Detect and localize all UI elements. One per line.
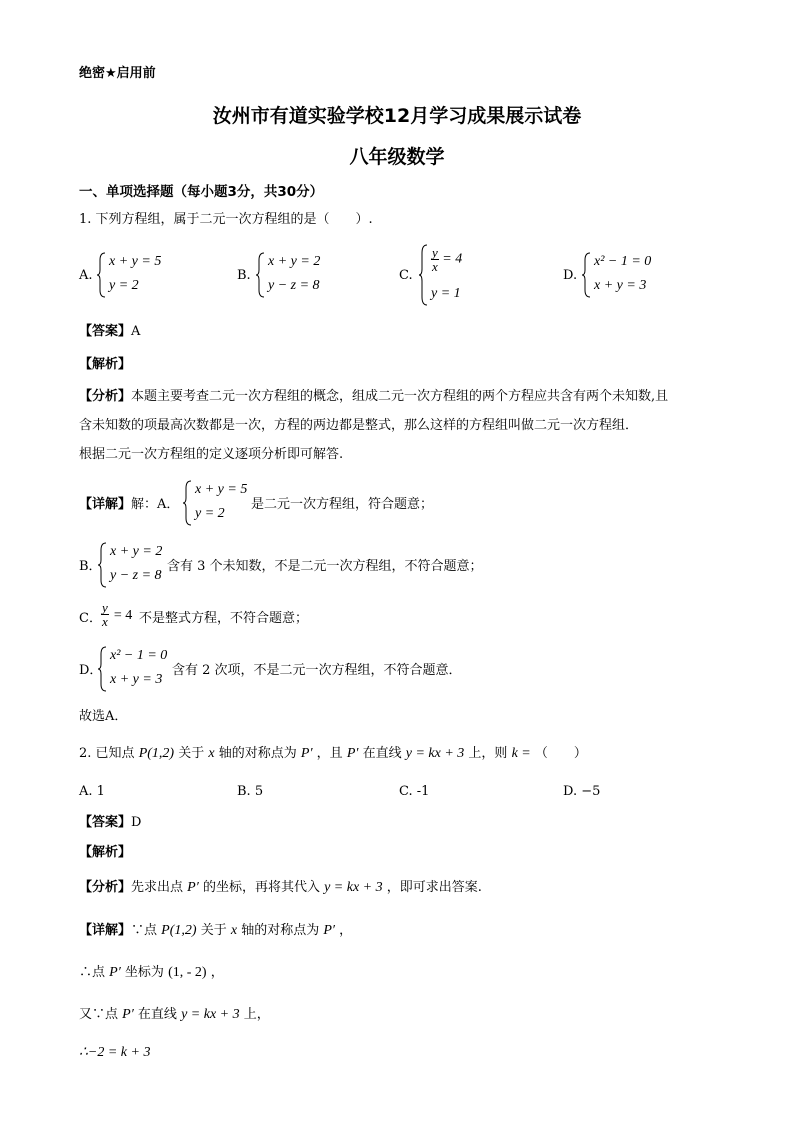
q1-fenxi-line-2: 含未知数的项最高次数都是一次，方程的两边都是整式，那么这样的方程组叫做二元一次方程组． [79,418,639,433]
answer-value: D [131,815,142,830]
stem-text: 轴的对称点为 [218,746,297,761]
q2-option-a: A. 1 [79,784,105,799]
stem-text: 在直线 [362,746,402,761]
option-c-system [419,244,489,306]
fraction-numerator: y [102,600,108,615]
q1-analysis-tag: 【解析】 [79,357,132,372]
option-b-label: B. [237,268,251,283]
detail-text: ， [210,965,224,980]
detail-prefix: 解：A． [131,497,180,512]
fenxi-text: ，即可求出答案. [386,880,482,895]
equation-1: x + y = 5 [195,482,248,497]
q1-detail-c-prefix: C． [79,611,102,626]
equation-1: x + y = 2 [268,254,321,269]
equation-1 [431,246,462,273]
option-d-system [582,252,682,298]
line-equation: y = kx + 3 [181,1007,240,1022]
stem-text: 关于 [178,746,205,761]
fraction-denominator: x [102,614,108,629]
equation-2: y − z = 8 [268,278,320,293]
line-equation: y = kx + 3 [405,746,465,761]
equation-2: y = 2 [195,506,225,521]
brace-icon [98,542,108,588]
fenxi-tag: 【分析】 [79,880,132,895]
point-p-prime: P′ [346,746,359,761]
stem-text: ，且 [316,746,343,761]
fraction [431,246,439,273]
coordinate: (1, - 2) [168,965,207,980]
equation-1: x + y = 2 [110,544,163,559]
stem-text: （ ） [534,746,587,761]
brace-icon [256,252,266,298]
q2-detail-3 [79,1007,270,1023]
point-p-prime: P′ [187,880,199,895]
detail-text: 坐标为 [124,965,164,980]
stem-text: 2. 已知点 [79,746,135,761]
option-d-label: D. [563,268,578,283]
fenxi-text: 本题主要考查二元一次方程组的概念，组成二元一次方程组的两个方程应共含有两个未知数,且 [131,389,669,404]
line-equation: y = kx + 3 [324,880,383,895]
x-axis-symbol: x [208,746,215,761]
detail-text: ∴点 [79,965,106,980]
fraction [101,601,109,628]
detail-b-system [98,542,170,588]
brace-icon [97,252,107,298]
equation-1: x² − 1 = 0 [110,648,168,663]
detail-text: ∵点 [131,923,158,938]
q1-detail-d-text: 含有 2 次项，不是二元一次方程组，不符合题意． [172,663,462,678]
q1-answer [79,324,140,340]
answer-tag: 【答案】 [79,324,132,339]
brace-icon [582,252,592,298]
q2-option-c: C. -1 [399,784,430,799]
option-b-system [256,252,346,298]
question-2-stem [79,746,587,762]
option-c-label: C. [399,268,413,283]
q1-detail-b-text: 含有 3 个未知数，不是二元一次方程组，不符合题意； [167,559,483,574]
exam-subtitle: 八年级数学 [349,146,445,168]
fraction-denominator: x [432,259,438,274]
q2-answer [79,815,141,831]
q2-analysis-tag: 【解析】 [79,845,132,860]
detail-d-system [98,646,178,692]
fraction-numerator: y [432,245,438,260]
option-a-system [97,252,187,298]
brace-icon [419,244,429,306]
detail-text: 关于 [200,923,227,938]
point-p: P(1,2) [161,923,197,938]
q2-detail-2 [79,965,224,981]
exam-title: 汝州市有道实验学校12月学习成果展示试卷 [212,105,582,127]
answer-value: A [131,324,141,339]
detail-text: 又∵点 [79,1007,119,1022]
x-axis-symbol: x [230,923,238,938]
q1-detail-a-prefix [79,497,179,513]
point-p-prime: P′ [122,1007,134,1022]
equation: ∴−2 = k + 3 [79,1045,151,1060]
detail-a-system [183,480,255,526]
detail-tag: 【详解】 [79,923,132,938]
fenxi-tag: 【分析】 [79,389,132,404]
k-symbol: k = [511,746,531,761]
detail-text: 轴的对称点为 [241,923,320,938]
detail-text: 在直线 [137,1007,177,1022]
q2-detail-1 [79,923,352,939]
brace-icon [183,480,193,526]
equation-rest: = 4 [442,251,463,267]
detail-c-equation [101,601,132,628]
equation-1: x + y = 5 [109,254,162,269]
q1-conclusion: 故选A． [79,709,128,724]
q1-detail-a-text: 是二元一次方程组，符合题意； [251,497,434,512]
equation-1: x² − 1 = 0 [594,254,652,269]
q2-option-b: B. 5 [237,784,264,799]
point-p-prime: P′ [300,746,313,761]
point-p: P(1,2) [138,746,175,761]
stem-text: 上，则 [468,746,508,761]
q1-detail-b-prefix: B． [79,559,102,574]
equation-2: x + y = 3 [110,672,163,687]
detail-text: ， [339,923,353,938]
option-a-label: A. [79,268,93,283]
q2-option-d: D. −5 [563,784,601,799]
fenxi-text: 先求出点 [131,880,184,895]
section-heading: 一、单项选择题（每小题3分，共30分） [79,184,324,200]
equation-2: x + y = 3 [594,278,647,293]
equation-2: y − z = 8 [110,568,162,583]
q1-fenxi-line-1 [79,389,668,405]
q2-fenxi [79,880,482,896]
q2-detail-4 [79,1045,150,1061]
confidential-mark: 绝密★启用前 [79,66,156,81]
fenxi-text: 的坐标，再将其代入 [202,880,320,895]
point-p-prime: P′ [109,965,121,980]
equation-2: y = 2 [109,278,139,293]
question-1-stem: 1. 下列方程组，属于二元一次方程组的是（ ）. [79,212,373,227]
brace-icon [98,646,108,692]
detail-text: 上， [243,1007,270,1022]
point-p-prime: P′ [323,923,335,938]
detail-tag: 【详解】 [79,497,132,512]
q1-detail-d-prefix: D． [79,663,103,678]
q1-fenxi-line-3: 根据二元一次方程组的定义逐项分析即可解答. [79,447,344,462]
answer-tag: 【答案】 [79,815,132,830]
equation-rest: = 4 [113,608,133,623]
equation-2: y = 1 [431,286,461,301]
q1-detail-c-text: 不是整式方程，不符合题意； [139,611,309,626]
